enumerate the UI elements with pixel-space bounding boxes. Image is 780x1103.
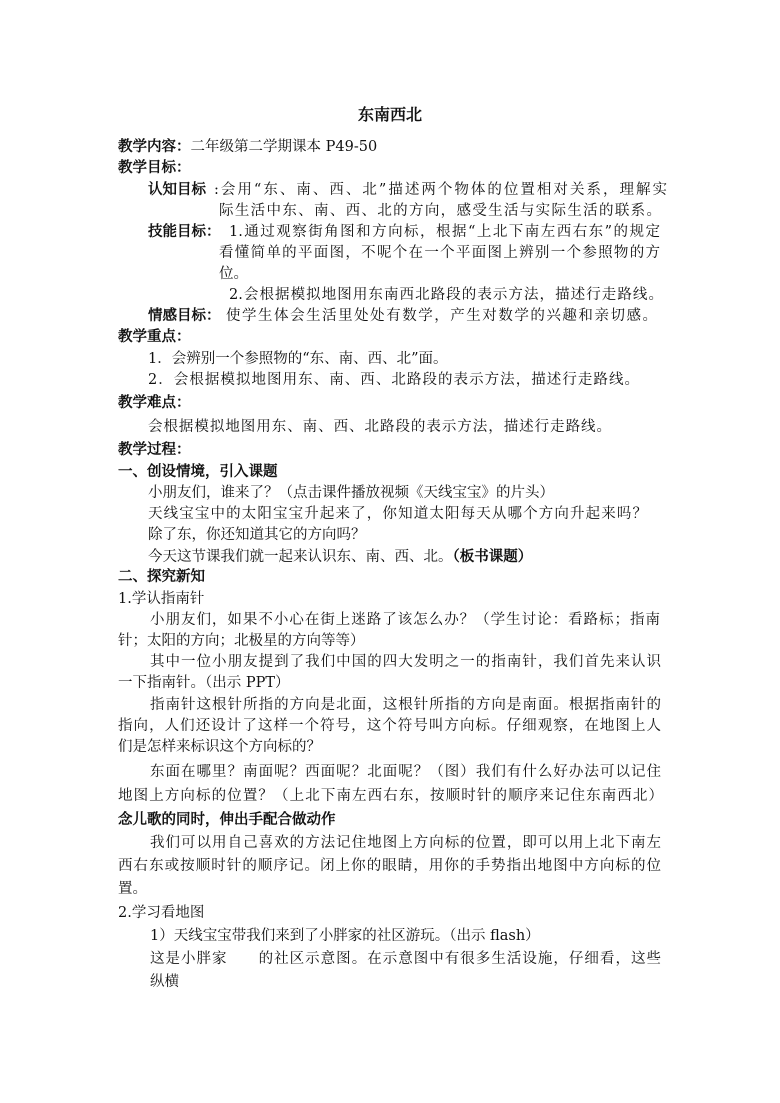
cognitive-goal-line: 际生活中东、南、西、北的方向，感受生活与实际生活的联系。 [219, 203, 661, 219]
paragraph-line: 置。 [118, 881, 147, 897]
key-point-item: 1．会辨别一个参照物的“东、南、西、北”面。 [148, 351, 448, 367]
emotion-goal-label: 情感目标： [148, 308, 221, 324]
paragraph-line: 1）天线宝宝带我们来到了小胖家的社区游玩。（出示 flash） [150, 928, 540, 944]
emotion-goal-line: 使学生体会生活里处处有数学，产生对数学的兴趣和亲切感。 [226, 308, 657, 324]
page-title: 东南西北 [357, 105, 422, 124]
paragraph-line: 除了东，你还知道其它的方向吗？ [148, 527, 366, 543]
board-note: （板书课题） [452, 548, 533, 565]
section-heading: 一、创设情境，引入课题 [118, 464, 278, 480]
paragraph-line: 小朋友们，如果不小心在街上迷路了该怎么办？（学生讨论：看路标；指南 [150, 612, 660, 628]
subsection-heading: 1.学认指南针 [118, 591, 205, 607]
paragraph-line [148, 546, 532, 569]
paragraph-line: 念儿歌的同时，伸出手配合做动作 [118, 812, 336, 828]
content-line [118, 137, 377, 159]
paragraph-line: 一下指南针。（出示 PPT） [118, 675, 290, 691]
paragraph-text: 今天这节课我们就一起来认识东、南、西、北。 [148, 549, 453, 565]
paragraph-line: 这是小胖家 的社区示意图。在示意图中有很多生活设施，仔细看，这些 [150, 951, 661, 967]
difficulty-item: 会根据模拟地图用东、南、西、北路段的表示方法，描述行走路线。 [148, 419, 611, 435]
cognitive-goal-line: :会用“东、南、西、北”描述两个物体的位置相对关系，理解实 [214, 182, 667, 198]
skill-goal-line: 2.会根据模拟地图用东南西北路段的表示方法，描述行走路线。 [229, 287, 663, 303]
process-heading: 教学过程： [118, 442, 191, 458]
skill-goal-line: 1.通过观察街角图和方向标，根据“上北下南左西右东”的规定 [229, 224, 660, 240]
paragraph-line: 西右东或按顺时针的顺序记。闭上你的眼睛，用你的手势指出地图中方向标的位 [118, 858, 661, 874]
paragraph-line: 天线宝宝中的太阳宝宝升起来了，你知道太阳每天从哪个方向升起来吗？ [148, 506, 647, 522]
goals-heading: 教学目标： [118, 160, 191, 176]
paragraph-line: 我们可以用自己喜欢的方法记住地图上方向标的位置，即可以用上北下南左 [150, 835, 661, 851]
cognitive-goal-label: 认知目标 [148, 182, 206, 198]
paragraph-line: 小朋友们，谁来了？（点击课件播放视频《天线宝宝》的片头） [148, 485, 554, 501]
key-point-item: 2．会根据模拟地图用东、南、西、北路段的表示方法，描述行走路线。 [148, 372, 639, 388]
paragraph-line: 地图上方向标的位置？（上北下南左西右东，按顺时针的顺序来记住东南西北） [118, 788, 663, 804]
skill-goal-line: 位。 [219, 266, 248, 282]
paragraph-line: 其中一位小朋友提到了我们中国的四大发明之一的指南针，我们首先来认识 [150, 654, 661, 670]
paragraph-line: 指南针这根针所指的方向是北面，这根针所指的方向是南面。根据指南针的 [150, 697, 661, 713]
skill-goal-label: 技能目标： [148, 224, 221, 240]
paragraph-line: 东面在哪里？南面呢？西面呢？北面呢？（图）我们有什么好办法可以记住 [150, 764, 661, 780]
paragraph-line: 针；太阳的方向；北极星的方向等等） [118, 633, 365, 649]
key-points-heading: 教学重点： [118, 329, 191, 345]
paragraph-line: 指向，人们还设计了这样一个符号，这个符号叫方向标。仔细观察，在地图上人 [118, 718, 661, 734]
difficulties-heading: 教学难点： [118, 395, 191, 411]
section-heading: 二、探究新知 [118, 569, 205, 585]
subsection-heading: 2.学习看地图 [118, 905, 205, 921]
skill-goal-line: 看懂简单的平面图，不呢个在一个平面图上辨别一个参照物的方 [219, 245, 660, 261]
paragraph-line: 们是怎样来标识这个方向标的？ [118, 739, 321, 755]
content-value: 二年级第二学期课本 P49-50 [190, 139, 378, 155]
paragraph-line: 纵横 [150, 974, 179, 990]
content-label: 教学内容： [118, 139, 191, 155]
